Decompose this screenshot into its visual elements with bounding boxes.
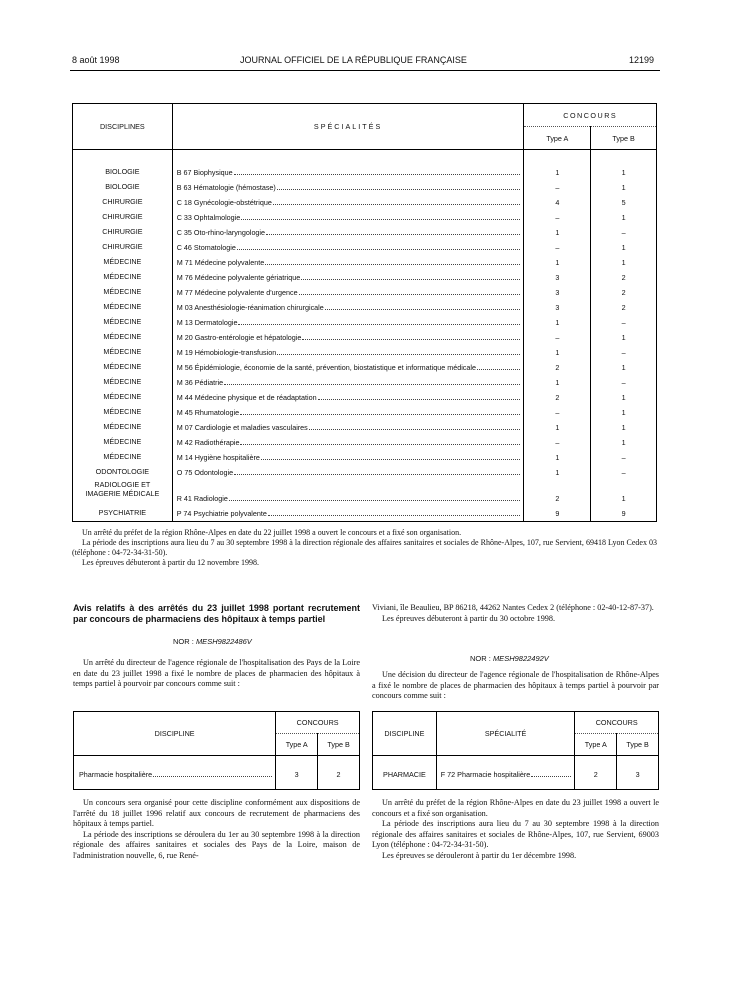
row-discipline: MÉDECINE: [73, 312, 173, 327]
row-discipline: MÉDECINE: [73, 432, 173, 447]
table-row: [73, 387, 657, 402]
table-row: [73, 207, 657, 222]
avis-row-a: 3: [276, 766, 318, 784]
avis2-row-specialite: F 72 Pharmacie hospitalière: [440, 770, 531, 779]
avis2-row-discipline: PHARMACIE: [373, 766, 437, 784]
row-discipline: MÉDECINE: [73, 402, 173, 417]
nor-code: MESH9822492V: [492, 654, 549, 663]
row-discipline: CHIRURGIE: [73, 222, 173, 237]
table-row: [73, 282, 657, 297]
avis2-intro-text: Une décision du directeur de l'agence régionale de l'hospitalisation de Rhône-Alpes a fixé le nombre de places de pharmacien des hôpitaux à temps partiel à pourvoir par concours comme suit :: [372, 670, 659, 700]
row-specialite: M 07 Cardiologie et maladies vasculaires: [176, 422, 308, 432]
row-type-b: 2: [591, 267, 657, 282]
avis-p2: La période des inscriptions se déroulera du 1er au 30 septembre 1998 à la direction régionale des affaires sanitaires et sociales des Pays de la Loire, maison de l'administration nouvelle, 6, rue René-: [73, 829, 360, 860]
row-specialite: M 45 Rhumatologie: [176, 407, 240, 417]
journal-title: JOURNAL OFFICIEL DE LA RÉPUBLIQUE FRANÇAISE: [240, 55, 467, 65]
avis-body: [73, 798, 360, 861]
row-type-a: 3: [524, 282, 591, 297]
row-specialite: M 76 Médecine polyvalente gériatrique: [176, 272, 301, 282]
row-type-b: 1: [591, 477, 657, 503]
avis-col-type-a: Type A: [276, 734, 318, 756]
avis-p3: Les épreuves débuteront à partir du 30 octobre 1998.: [382, 613, 556, 623]
table-row: [73, 252, 657, 267]
row-discipline: MÉDECINE: [73, 417, 173, 432]
row-type-b: 1: [591, 177, 657, 192]
col-specialites: SPÉCIALITÉS: [172, 104, 524, 150]
row-type-b: 1: [591, 162, 657, 177]
row-type-a: 1: [524, 372, 591, 387]
table-row: [73, 222, 657, 237]
row-type-b: 1: [591, 237, 657, 252]
row-type-a: 2: [524, 357, 591, 372]
row-specialite: B 63 Hématologie (hémostase): [176, 182, 276, 192]
row-type-a: –: [524, 207, 591, 222]
nor-line-2: [470, 654, 549, 663]
row-specialite: M 42 Radiothérapie: [176, 437, 240, 447]
avis-col-concours: CONCOURS: [276, 712, 360, 734]
row-type-b: –: [591, 342, 657, 357]
table-body: [73, 162, 657, 522]
row-type-a: –: [524, 237, 591, 252]
row-type-b: –: [591, 222, 657, 237]
row-type-b: 1: [591, 432, 657, 447]
row-discipline: MÉDECINE: [73, 327, 173, 342]
avis-row-discipline: Pharmacie hospitalière: [79, 770, 153, 779]
row-specialite: M 20 Gastro-entérologie et hépatologie: [176, 332, 302, 342]
table-row: [73, 327, 657, 342]
avis2-col-type-a: Type A: [575, 734, 617, 756]
table-row: [73, 402, 657, 417]
row-specialite: M 36 Pédiatrie: [176, 377, 224, 387]
row-type-b: 2: [591, 297, 657, 312]
concours-table: [72, 103, 657, 522]
col-disciplines: DISCIPLINES: [73, 104, 173, 150]
table-row: [73, 267, 657, 282]
row-specialite: M 13 Dermatologie: [176, 317, 238, 327]
table-row: [373, 766, 659, 784]
nor-line-1: [173, 637, 252, 646]
row-specialite: C 35 Oto-rhino-laryngologie: [176, 227, 266, 237]
avis-p1: Un concours sera organisé pour cette discipline conformément aux dispositions de l'arrêté du 18 juillet 1996 relatif aux concours de recrutement de pharmaciens des hôpitaux à temps partiel.: [73, 798, 360, 828]
row-type-b: 5: [591, 192, 657, 207]
row-type-b: 1: [591, 207, 657, 222]
table-row: [74, 766, 360, 784]
row-type-a: 1: [524, 252, 591, 267]
table-row: [73, 162, 657, 177]
row-discipline: CHIRURGIE: [73, 207, 173, 222]
avis-row-b: 2: [318, 766, 360, 784]
row-specialite: M 19 Hémobiologie-transfusion: [176, 347, 277, 357]
row-discipline: RADIOLOGIE ET IMAGERIE MÉDICALE: [73, 477, 173, 503]
note-arrete: Un arrêté du préfet de la région Rhône-Alpes en date du 22 juillet 1998 a ouvert le concours et a fixé son organisation.: [82, 528, 462, 537]
table-row: [73, 237, 657, 252]
avis2-row-a: 2: [575, 766, 617, 784]
row-type-a: –: [524, 432, 591, 447]
row-specialite: P 74 Psychiatrie polyvalente: [176, 508, 267, 518]
row-type-a: 1: [524, 222, 591, 237]
avis2-p3: Les épreuves se dérouleront à partir du 1er décembre 1998.: [382, 850, 577, 860]
row-discipline: CHIRURGIE: [73, 237, 173, 252]
avis-continuation: [372, 603, 659, 624]
row-specialite: C 18 Gynécologie-obstétrique: [176, 197, 272, 207]
row-type-a: 1: [524, 342, 591, 357]
row-type-b: 1: [591, 402, 657, 417]
table-row: [73, 477, 657, 503]
row-specialite: M 03 Anesthésiologie-réanimation chirurgicale: [176, 302, 324, 312]
row-type-b: 1: [591, 387, 657, 402]
nor-code: MESH9822486V: [195, 637, 252, 646]
table-row: [73, 417, 657, 432]
table-row: [73, 312, 657, 327]
table-row: [73, 503, 657, 518]
row-specialite: M 56 Épidémiologie, économie de la santé, prévention, biostatistique et informatique médicale: [176, 362, 476, 372]
avis-col-discipline: DISCIPLINE: [74, 712, 276, 756]
table-row: [73, 462, 657, 477]
row-specialite: C 46 Stomatologie: [176, 242, 236, 252]
row-type-b: –: [591, 447, 657, 462]
row-type-b: 1: [591, 327, 657, 342]
header-rule: [70, 70, 660, 71]
row-discipline: CHIRURGIE: [73, 192, 173, 207]
row-type-a: –: [524, 177, 591, 192]
row-type-b: 1: [591, 252, 657, 267]
row-discipline: MÉDECINE: [73, 252, 173, 267]
row-type-a: 2: [524, 477, 591, 503]
nor-label: NOR :: [173, 637, 194, 646]
row-discipline: BIOLOGIE: [73, 162, 173, 177]
avis2-row-b: 3: [617, 766, 659, 784]
note-inscriptions: La période des inscriptions aura lieu du 7 au 30 septembre 1998 à la direction régionale des affaires sanitaires et sociales de Rhône-Alpes, 107, rue Servient, 69418 Lyon Cedex 03 (téléphone : 04-72-34-31-50).: [72, 538, 657, 557]
row-type-a: 1: [524, 312, 591, 327]
table-row: [73, 372, 657, 387]
row-discipline: MÉDECINE: [73, 267, 173, 282]
row-specialite: M 14 Hygiène hospitalière: [176, 452, 260, 462]
row-type-a: 1: [524, 417, 591, 432]
avis-intro-text: Un arrêté du directeur de l'agence régionale de l'hospitalisation des Pays de la Loire en date du 23 juillet 1998 a fixé le nombre de places de pharmacien des hôpitaux à temps partiel à pourvoir par concours comme suit :: [73, 658, 360, 688]
row-discipline: MÉDECINE: [73, 387, 173, 402]
nor-label: NOR :: [470, 654, 491, 663]
note-epreuves: Les épreuves débuteront à partir du 12 novembre 1998.: [82, 558, 260, 567]
row-type-b: 1: [591, 417, 657, 432]
row-type-a: 2: [524, 387, 591, 402]
table-row: [73, 432, 657, 447]
row-type-a: 3: [524, 297, 591, 312]
avis2-p2: La période des inscriptions aura lieu du 7 au 30 septembre 1998 à la direction régionale des affaires sanitaires et sociales de Rhône-Alpes, 107, rue Servient, 69003 Lyon (téléphone : 04-72-34-31-50).: [372, 819, 659, 849]
row-specialite: O 75 Odontologie: [176, 467, 234, 477]
row-type-a: 4: [524, 192, 591, 207]
avis-p2-cont: Viviani, île Beaulieu, BP 86218, 44262 Nantes Cedex 2 (téléphone : 02-40-12-87-37).: [372, 603, 654, 612]
header-date: 8 août 1998: [72, 55, 120, 65]
row-discipline: BIOLOGIE: [73, 177, 173, 192]
row-discipline: MÉDECINE: [73, 342, 173, 357]
row-specialite: M 44 Médecine physique et de réadaptation: [176, 392, 317, 402]
row-discipline: MÉDECINE: [73, 357, 173, 372]
col-type-b: Type B: [591, 127, 657, 150]
avis2-intro: [372, 670, 659, 702]
row-type-b: –: [591, 312, 657, 327]
row-type-a: –: [524, 402, 591, 417]
row-specialite: M 77 Médecine polyvalente d'urgence: [176, 287, 298, 297]
row-specialite: M 71 Médecine polyvalente: [176, 257, 265, 267]
avis2-body: [372, 798, 659, 861]
row-type-b: –: [591, 372, 657, 387]
row-specialite: C 33 Ophtalmologie: [176, 212, 241, 222]
row-discipline: MÉDECINE: [73, 372, 173, 387]
row-discipline: ODONTOLOGIE: [73, 462, 173, 477]
table-row: [73, 297, 657, 312]
avis2-col-concours: CONCOURS: [575, 712, 659, 734]
row-type-b: 9: [591, 503, 657, 518]
row-type-a: 3: [524, 267, 591, 282]
row-type-a: 1: [524, 162, 591, 177]
row-type-a: 1: [524, 447, 591, 462]
page-number: 12199: [629, 55, 655, 65]
avis-intro: [73, 658, 360, 690]
table-row: [73, 357, 657, 372]
row-specialite: R 41 Radiologie: [176, 493, 228, 503]
row-type-b: 2: [591, 282, 657, 297]
table-row: [73, 177, 657, 192]
avis-table: [73, 711, 360, 790]
row-discipline: MÉDECINE: [73, 282, 173, 297]
row-type-a: 1: [524, 462, 591, 477]
row-discipline: PSYCHIATRIE: [73, 503, 173, 518]
row-type-a: 9: [524, 503, 591, 518]
avis2-p1: Un arrêté du préfet de la région Rhône-Alpes en date du 23 juillet 1998 a ouvert le concours et a fixé son organisation.: [372, 798, 659, 818]
avis2-col-discipline: DISCIPLINE: [373, 712, 437, 756]
row-discipline: MÉDECINE: [73, 447, 173, 462]
table-row: [73, 447, 657, 462]
avis2-table: [372, 711, 659, 790]
row-discipline: MÉDECINE: [73, 297, 173, 312]
row-type-b: –: [591, 462, 657, 477]
row-type-b: 1: [591, 357, 657, 372]
col-concours: CONCOURS: [524, 104, 657, 127]
avis-title: Avis relatifs à des arrêtés du 23 juillet 1998 portant recrutement par concours de pharmaciens des hôpitaux à temps partiel: [73, 603, 360, 624]
table-row: [73, 342, 657, 357]
main-note: [72, 528, 657, 568]
row-specialite: B 67 Biophysique: [176, 167, 233, 177]
avis2-col-specialite: SPÉCIALITÉ: [436, 712, 575, 756]
col-type-a: Type A: [524, 127, 591, 150]
table-row: [73, 192, 657, 207]
avis-col-type-b: Type B: [318, 734, 360, 756]
avis2-col-type-b: Type B: [617, 734, 659, 756]
row-type-a: –: [524, 327, 591, 342]
